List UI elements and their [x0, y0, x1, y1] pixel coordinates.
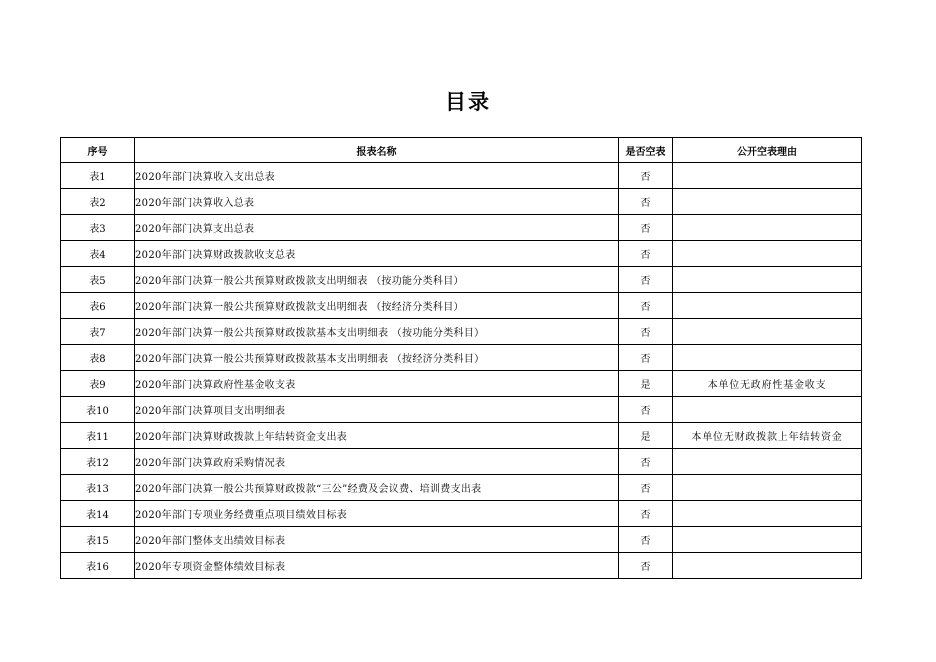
row-report-name: 2020年部门专项业务经费重点项目绩效目标表 — [135, 501, 619, 527]
row-number: 表12 — [61, 449, 135, 475]
table-row — [61, 501, 862, 527]
page-title: 目录 — [445, 90, 491, 114]
table-row — [61, 423, 862, 449]
row-number: 表8 — [61, 345, 135, 371]
row-number: 表13 — [61, 475, 135, 501]
row-number: 表5 — [61, 267, 135, 293]
row-empty-reason — [673, 553, 862, 579]
row-report-name: 2020年部门整体支出绩效目标表 — [135, 527, 619, 553]
row-empty-reason — [673, 449, 862, 475]
row-number: 表16 — [61, 553, 135, 579]
table-row — [61, 215, 862, 241]
table-row — [61, 475, 862, 501]
table-row — [61, 345, 862, 371]
table-row — [61, 241, 862, 267]
row-empty-reason — [673, 475, 862, 501]
row-number: 表9 — [61, 371, 135, 397]
table-row — [61, 189, 862, 215]
row-report-name: 2020年专项资金整体绩效目标表 — [135, 553, 619, 579]
row-empty-reason: 本单位无财政拨款上年结转资金 — [673, 423, 862, 449]
row-report-name: 2020年部门决算收入总表 — [135, 189, 619, 215]
row-is-empty: 否 — [619, 189, 673, 215]
row-empty-reason — [673, 345, 862, 371]
row-empty-reason — [673, 189, 862, 215]
row-number: 表6 — [61, 293, 135, 319]
header-reason: 公开空表理由 — [673, 138, 862, 163]
row-report-name: 2020年部门决算财政拨款上年结转资金支出表 — [135, 423, 619, 449]
row-is-empty: 否 — [619, 241, 673, 267]
row-is-empty: 否 — [619, 501, 673, 527]
header-no: 序号 — [61, 138, 135, 163]
row-empty-reason — [673, 267, 862, 293]
row-is-empty: 否 — [619, 475, 673, 501]
row-number: 表2 — [61, 189, 135, 215]
table-row — [61, 293, 862, 319]
row-report-name: 2020年部门决算一般公共预算财政拨款“三公”经费及会议费、培训费支出表 — [135, 475, 619, 501]
row-number: 表10 — [61, 397, 135, 423]
row-is-empty: 否 — [619, 553, 673, 579]
row-report-name: 2020年部门决算项目支出明细表 — [135, 397, 619, 423]
table-body — [61, 163, 862, 579]
row-report-name: 2020年部门决算支出总表 — [135, 215, 619, 241]
row-report-name: 2020年部门决算一般公共预算财政拨款支出明细表 （按经济分类科目） — [135, 293, 619, 319]
row-empty-reason — [673, 163, 862, 189]
row-number: 表4 — [61, 241, 135, 267]
row-report-name: 2020年部门决算一般公共预算财政拨款基本支出明细表 （按功能分类科目） — [135, 319, 619, 345]
table-row — [61, 397, 862, 423]
table-row — [61, 267, 862, 293]
row-is-empty: 否 — [619, 267, 673, 293]
row-empty-reason — [673, 501, 862, 527]
table-row — [61, 527, 862, 553]
header-empty: 是否空表 — [619, 138, 673, 163]
row-report-name: 2020年部门决算政府性基金收支表 — [135, 371, 619, 397]
table-row — [61, 371, 862, 397]
table-header-row — [61, 138, 862, 163]
row-empty-reason — [673, 319, 862, 345]
row-is-empty: 否 — [619, 527, 673, 553]
row-report-name: 2020年部门决算一般公共预算财政拨款基本支出明细表 （按经济分类科目） — [135, 345, 619, 371]
row-report-name: 2020年部门决算政府采购情况表 — [135, 449, 619, 475]
row-is-empty: 否 — [619, 215, 673, 241]
row-is-empty: 否 — [619, 397, 673, 423]
row-empty-reason: 本单位无政府性基金收支 — [673, 371, 862, 397]
row-is-empty: 是 — [619, 371, 673, 397]
row-empty-reason — [673, 397, 862, 423]
row-is-empty: 否 — [619, 345, 673, 371]
row-is-empty: 否 — [619, 449, 673, 475]
row-is-empty: 否 — [619, 319, 673, 345]
table-row — [61, 449, 862, 475]
row-empty-reason — [673, 241, 862, 267]
row-number: 表11 — [61, 423, 135, 449]
row-number: 表15 — [61, 527, 135, 553]
report-index-table — [60, 137, 862, 579]
table-row — [61, 163, 862, 189]
row-report-name: 2020年部门决算财政拨款收支总表 — [135, 241, 619, 267]
row-number: 表1 — [61, 163, 135, 189]
row-number: 表7 — [61, 319, 135, 345]
row-empty-reason — [673, 527, 862, 553]
row-is-empty: 否 — [619, 293, 673, 319]
row-report-name: 2020年部门决算收入支出总表 — [135, 163, 619, 189]
header-name: 报表名称 — [135, 138, 619, 163]
table-row — [61, 319, 862, 345]
row-number: 表3 — [61, 215, 135, 241]
row-is-empty: 否 — [619, 163, 673, 189]
row-empty-reason — [673, 215, 862, 241]
table-row — [61, 553, 862, 579]
row-report-name: 2020年部门决算一般公共预算财政拨款支出明细表 （按功能分类科目） — [135, 267, 619, 293]
row-empty-reason — [673, 293, 862, 319]
row-is-empty: 是 — [619, 423, 673, 449]
row-number: 表14 — [61, 501, 135, 527]
